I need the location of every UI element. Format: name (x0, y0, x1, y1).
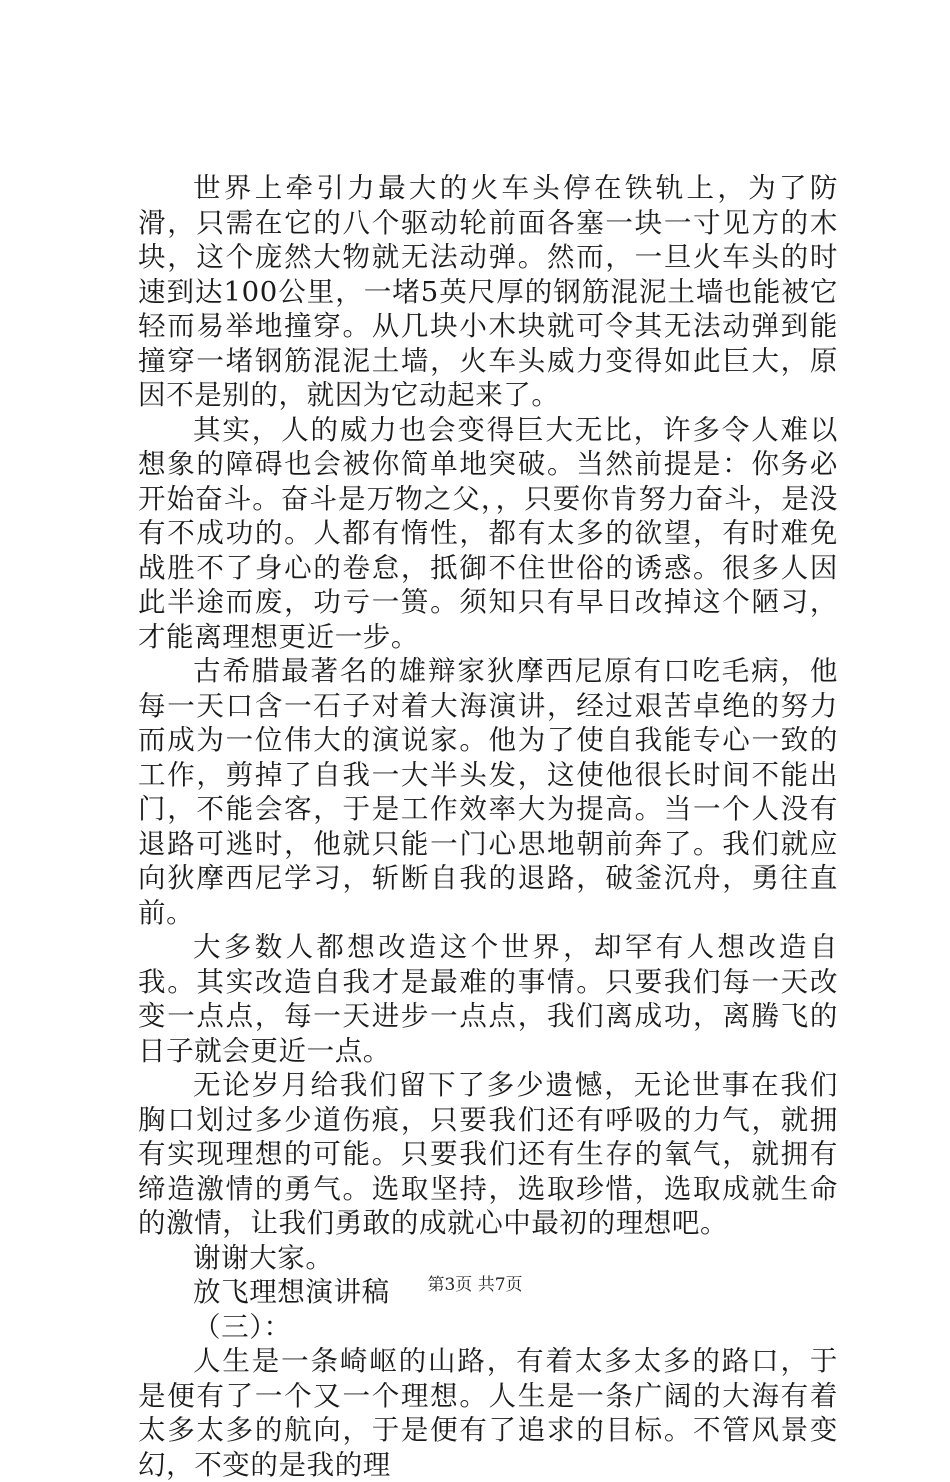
paragraph-struggle: 其实，人的威力也会变得巨大无比，许多令人难以想象的障碍也会被你简单地突破。当然前提是：你务必开始奋斗。奋斗是万物之父，，只要你肯努力奋斗，是没有不成功的。人都有惰性，都有太多的欲望，有时难免战胜不了身心的卷怠，抵御不住世俗的诱惑。很多人因此半途而废，功亏一篑。须知只有早日改掉这个陋习，才能离理想更近一步。 (138, 413, 838, 653)
page-footer (0, 1274, 950, 1296)
paragraph-life-road: 人生是一条崎岖的山路，有着太多太多的路口，于是便有了一个又一个理想。人生是一条广阔的大海有着太多太多的航向，于是便有了追求的目标。不管风景变幻，不变的是我的理 (138, 1345, 838, 1481)
paragraph-locomotive: 世界上牵引力最大的火车头停在铁轨上，为了防滑，只需在它的八个驱动轮前面各塞一块一寸见方的木块，这个庞然大物就无法动弹。然而，一旦火车头的时速到达100公里，一堵5英尺厚的钢筋混泥土墙也能被它轻而易举地撞穿。从几块小木块就可令其无法动弹到能撞穿一堵钢筋混泥土墙，火车头威力变得如此巨大，原因不是别的，就因为它动起来了。 (138, 172, 838, 411)
paragraph-thanks: 谢谢大家。 (193, 1241, 334, 1274)
page-number-label: 第3页 共7页 (427, 1275, 523, 1295)
paragraph-demosthenes: 古希腊最著名的雄辩家狄摩西尼原有口吃毛病，他每一天口含一石子对着大海演讲，经过艰苦卓绝的努力而成为一位伟大的演说家。他为了使自我能专心一致的工作，剪掉了自我一大半头发，这使他很长时间不能出门，不能会客，于是工作效率大为提高。当一个人没有退路可逃时，他就只能一门心思地朝前奔了。我们就应向狄摩西尼学习，斩断自我的退路，破釜沉舟，勇往直前。 (138, 655, 838, 929)
paragraph-persistence: 无论岁月给我们留下了多少遗憾，无论世事在我们胸口划过多少道伤痕，只要我们还有呼吸的力气，就拥有实现理想的可能。只要我们还有生存的氧气，就拥有缔造激情的勇气。选取坚持，选取珍惜，选取成就生命的激情，让我们勇敢的成就心中最初的理想吧。 (138, 1069, 838, 1239)
section-number: （三）： (193, 1310, 292, 1343)
paragraph-change-self: 大多数人都想改造这个世界，却罕有人想改造自我。其实改造自我才是最难的事情。只要我们每一天改变一点点，每一天进步一点点，我们离成功，离腾飞的日子就会更近一点。 (138, 931, 838, 1067)
section-title: 放飞理想演讲稿 (193, 1276, 390, 1308)
